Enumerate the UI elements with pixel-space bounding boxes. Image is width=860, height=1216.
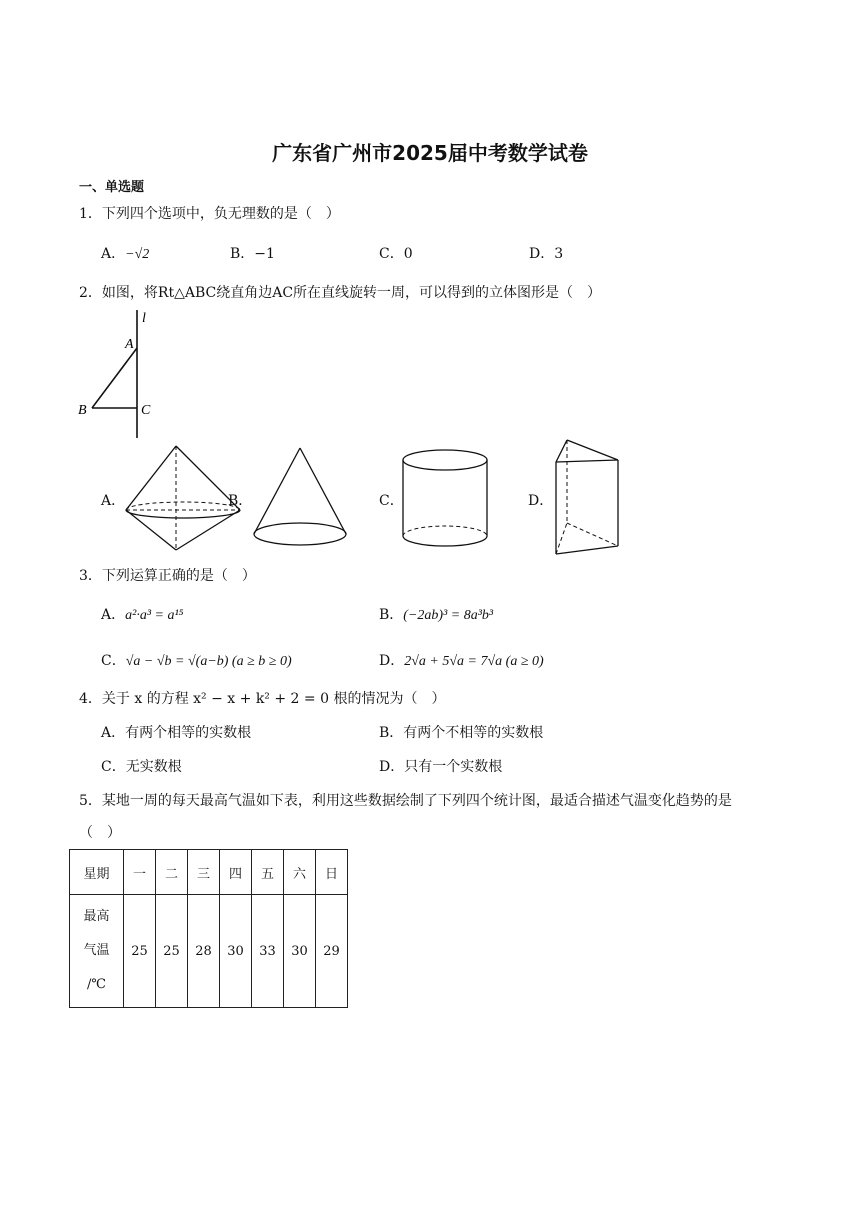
q4-option-c-label: C．	[101, 759, 126, 775]
label-c: C	[141, 403, 151, 418]
question-2-stem: 2．如图，将Rt△ABC绕直角边AC所在直线旋转一周，可以得到的立体图形是（ ）	[79, 285, 602, 301]
q4-option-b-label: B．	[379, 725, 404, 741]
label-a: A	[125, 337, 134, 352]
q3-option-a-text: a²·a³ = a¹⁵	[125, 608, 184, 623]
q1-option-d-label: D．	[529, 246, 555, 262]
table-day-cell: 日	[316, 850, 348, 895]
q2-option-a-label: A．	[101, 493, 126, 509]
question-5-stem-line2: （ ）	[79, 825, 121, 841]
q1-option-b-text: −1	[254, 246, 275, 262]
q4-option-a-text: 有两个相等的实数根	[125, 725, 252, 741]
q1-option-b	[230, 243, 275, 263]
q4-option-c-text: 无实数根	[125, 759, 182, 775]
table-header-label: 星期	[70, 850, 124, 895]
q3-option-c	[101, 650, 292, 670]
row-label-line: 最高	[83, 909, 110, 924]
q3-option-a-label: A．	[101, 607, 126, 623]
table-day-cell: 二	[156, 850, 188, 895]
q1-option-a	[101, 243, 149, 263]
q1-option-c-text: 0	[403, 246, 413, 262]
q2-prism-figure	[552, 438, 622, 558]
q1-option-c	[379, 243, 413, 263]
question-3-stem: 3．下列运算正确的是（ ）	[79, 568, 256, 584]
q4-option-d	[379, 756, 502, 776]
row-label-line: 气温	[83, 943, 110, 958]
q3-option-d-label: D．	[379, 653, 405, 669]
section-heading: 一、单选题	[79, 180, 145, 195]
q1-option-c-label: C．	[379, 246, 404, 262]
q4-option-b	[379, 722, 543, 742]
table-day-cell: 一	[124, 850, 156, 895]
q2-cylinder-figure	[401, 448, 491, 552]
q4-option-c	[101, 756, 182, 776]
table-header-row	[70, 850, 348, 895]
q3-option-a	[101, 604, 184, 624]
q1-option-b-label: B．	[230, 246, 255, 262]
table-day-cell: 六	[284, 850, 316, 895]
table-value-cell: 25	[124, 895, 156, 1008]
q2-option-b-label: B．	[228, 493, 253, 509]
table-day-cell: 三	[188, 850, 220, 895]
q3-option-c-text: √a − √b = √(a−b) (a ≥ b ≥ 0)	[125, 654, 292, 669]
question-1-stem: 1．下列四个选项中，负无理数的是（ ）	[79, 206, 340, 222]
q2-option-c-label: C．	[379, 493, 404, 509]
q3-option-b	[379, 604, 493, 624]
q3-option-d	[379, 650, 544, 670]
q4-option-a-label: A．	[101, 725, 126, 741]
label-l: l	[142, 311, 146, 326]
q2-option-d-label: D．	[528, 493, 554, 509]
q4-option-d-text: 只有一个实数根	[404, 759, 503, 775]
table-day-cell: 四	[220, 850, 252, 895]
q2-cone-figure	[251, 446, 351, 550]
table-value-cell: 29	[316, 895, 348, 1008]
table-value-cell: 30	[284, 895, 316, 1008]
q1-option-a-label: A．	[101, 246, 126, 262]
table-value-cell: 28	[188, 895, 220, 1008]
question-4-stem: 4．关于 x 的方程 x² − x + k² + 2 = 0 根的情况为（ ）	[79, 691, 446, 707]
q4-option-b-text: 有两个不相等的实数根	[403, 725, 544, 741]
q3-option-b-text: (−2ab)³ = 8a³b³	[403, 608, 494, 623]
q4-option-d-label: D．	[379, 759, 405, 775]
table-day-cell: 五	[252, 850, 284, 895]
q1-option-d-text: 3	[554, 246, 564, 262]
page-title: 广东省广州市2025届中考数学试卷	[272, 141, 588, 165]
question-5-stem-line1: 5．某地一周的每天最高气温如下表，利用这些数据绘制了下列四个统计图，最适合描述气温变化趋势的是	[79, 793, 732, 809]
q2-triangle-figure	[70, 308, 160, 442]
q1-option-d	[529, 243, 563, 263]
temperature-table	[69, 849, 348, 1008]
table-row-label	[70, 895, 124, 1008]
q3-option-c-label: C．	[101, 653, 126, 669]
table-value-cell: 30	[220, 895, 252, 1008]
table-value-row	[70, 895, 348, 1008]
q3-option-d-text: 2√a + 5√a = 7√a (a ≥ 0)	[404, 654, 544, 669]
q4-option-a	[101, 722, 251, 742]
q2-double-cone-figure	[124, 444, 244, 554]
row-label-line: /℃	[87, 977, 106, 992]
table-value-cell: 25	[156, 895, 188, 1008]
q3-option-b-label: B．	[379, 607, 404, 623]
q1-option-a-text: −√2	[125, 247, 150, 262]
label-b: B	[78, 403, 87, 418]
table-value-cell: 33	[252, 895, 284, 1008]
